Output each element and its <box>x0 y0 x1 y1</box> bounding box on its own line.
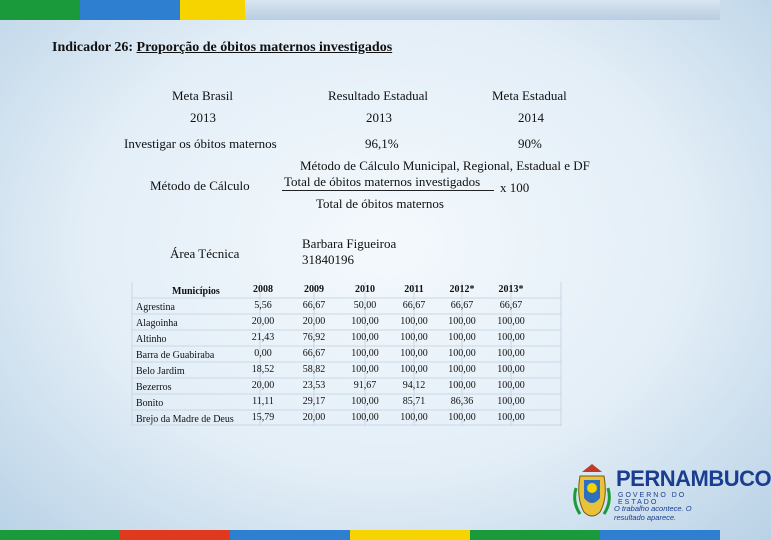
table-cell: 20,00 <box>251 380 275 391</box>
logo-slogan: O trabalho acontece. O resultado aparece. <box>614 504 692 522</box>
area-label: Área Técnica <box>170 246 240 261</box>
table-cell: 100,00 <box>448 316 476 327</box>
table-cell: 11,11 <box>252 396 274 407</box>
table-cell: 100,00 <box>497 332 525 343</box>
table-header-2009: 2009 <box>304 284 324 295</box>
table-cell: 100,00 <box>400 332 428 343</box>
metodo-title: Método de Cálculo Municipal, Regional, Estadual e DF <box>300 158 590 173</box>
metodo-denominator: Total de óbitos maternos <box>316 196 444 211</box>
table-cell: 85,71 <box>402 396 426 407</box>
bottom-color-bar <box>0 530 720 540</box>
pernambuco-logo <box>572 458 771 528</box>
table-cell: 100,00 <box>448 332 476 343</box>
table-cell: 66,67 <box>402 300 426 311</box>
table-cell: 91,67 <box>353 380 377 391</box>
year-resultado-estadual: 2013 <box>366 110 392 125</box>
table-cell: 100,00 <box>497 412 525 423</box>
year-meta-estadual: 2014 <box>518 110 544 125</box>
table-cell: 86,36 <box>450 396 474 407</box>
logo-subtitle: GOVERNO DO ESTADO <box>618 492 687 506</box>
table-cell: 58,82 <box>302 364 326 375</box>
table-row-name: Agrestina <box>136 302 175 313</box>
table-cell: 94,12 <box>402 380 426 391</box>
table-cell: 18,52 <box>251 364 275 375</box>
table-cell: 29,17 <box>302 396 326 407</box>
table-cell: 100,00 <box>497 396 525 407</box>
metodo-label: Método de Cálculo <box>150 178 250 193</box>
table-header-2008: 2008 <box>253 284 273 295</box>
value-resultado-estadual: 96,1% <box>365 136 399 151</box>
table-cell: 66,67 <box>302 300 326 311</box>
logo-name: PERNAMBUCO <box>616 466 771 491</box>
table-header-2012: 2012* <box>449 284 475 295</box>
metodo-numerator: Total de óbitos maternos investigados <box>284 174 481 189</box>
table-cell: 100,00 <box>400 316 428 327</box>
table-header-2013: 2013* <box>498 284 524 295</box>
table-cell: 100,00 <box>400 412 428 423</box>
table-cell: 100,00 <box>351 348 379 359</box>
table-cell: 50,00 <box>353 300 377 311</box>
header-resultado-estadual: Resultado Estadual <box>328 88 429 103</box>
table-cell: 5,56 <box>254 300 272 311</box>
table-row-name: Bonito <box>136 398 164 409</box>
table-cell: 100,00 <box>351 364 379 375</box>
table-cell: 100,00 <box>351 316 379 327</box>
table-row-name: Barra de Guabiraba <box>136 350 215 361</box>
table-header-municipios: Municípios <box>172 286 220 297</box>
table-cell: 100,00 <box>497 348 525 359</box>
table-cell: 100,00 <box>448 412 476 423</box>
table-row-name: Altinho <box>136 334 167 345</box>
table-cell: 20,00 <box>302 316 326 327</box>
metodo-multiplier: x 100 <box>500 180 530 195</box>
table-cell: 100,00 <box>448 364 476 375</box>
table-cell: 100,00 <box>351 332 379 343</box>
table-row-name: Bezerros <box>136 382 172 393</box>
table-cell: 20,00 <box>302 412 326 423</box>
table-cell: 100,00 <box>351 396 379 407</box>
table-cell: 100,00 <box>448 348 476 359</box>
table-cell: 100,00 <box>448 380 476 391</box>
area-name: Barbara Figueiroa <box>302 236 397 251</box>
year-meta-brasil: 2013 <box>190 110 216 125</box>
fraction-line <box>282 190 494 191</box>
table-row-name: Belo Jardim <box>136 366 185 377</box>
indicator-label: Investigar os óbitos maternos <box>124 136 277 151</box>
table-row-name: Brejo da Madre de Deus <box>136 414 234 425</box>
table-cell: 21,43 <box>251 332 275 343</box>
header-meta-estadual: Meta Estadual <box>492 88 567 103</box>
table-cell: 76,92 <box>302 332 326 343</box>
table-cell: 100,00 <box>400 348 428 359</box>
table-header-2011: 2011 <box>404 284 424 295</box>
header-meta-brasil: Meta Brasil <box>172 88 234 103</box>
page-title: Indicador 26: Proporção de óbitos maternos investigados <box>52 40 393 55</box>
value-meta-estadual: 90% <box>518 136 542 151</box>
table-cell: 23,53 <box>302 380 326 391</box>
table-row-name: Alagoinha <box>136 318 178 329</box>
area-phone: 31840196 <box>302 252 354 267</box>
table-cell: 100,00 <box>497 380 525 391</box>
coat-of-arms-icon <box>572 458 612 524</box>
table-cell: 100,00 <box>400 364 428 375</box>
table-cell: 100,00 <box>497 316 525 327</box>
table-cell: 100,00 <box>497 364 525 375</box>
table-cell: 100,00 <box>351 412 379 423</box>
table-cell: 66,67 <box>499 300 523 311</box>
table-cell: 66,67 <box>450 300 474 311</box>
table-cell: 15,79 <box>251 412 275 423</box>
top-color-bar <box>0 0 720 20</box>
table-header-2010: 2010 <box>355 284 375 295</box>
table-cell: 0,00 <box>254 348 272 359</box>
table-cell: 20,00 <box>251 316 275 327</box>
table-cell: 66,67 <box>302 348 326 359</box>
